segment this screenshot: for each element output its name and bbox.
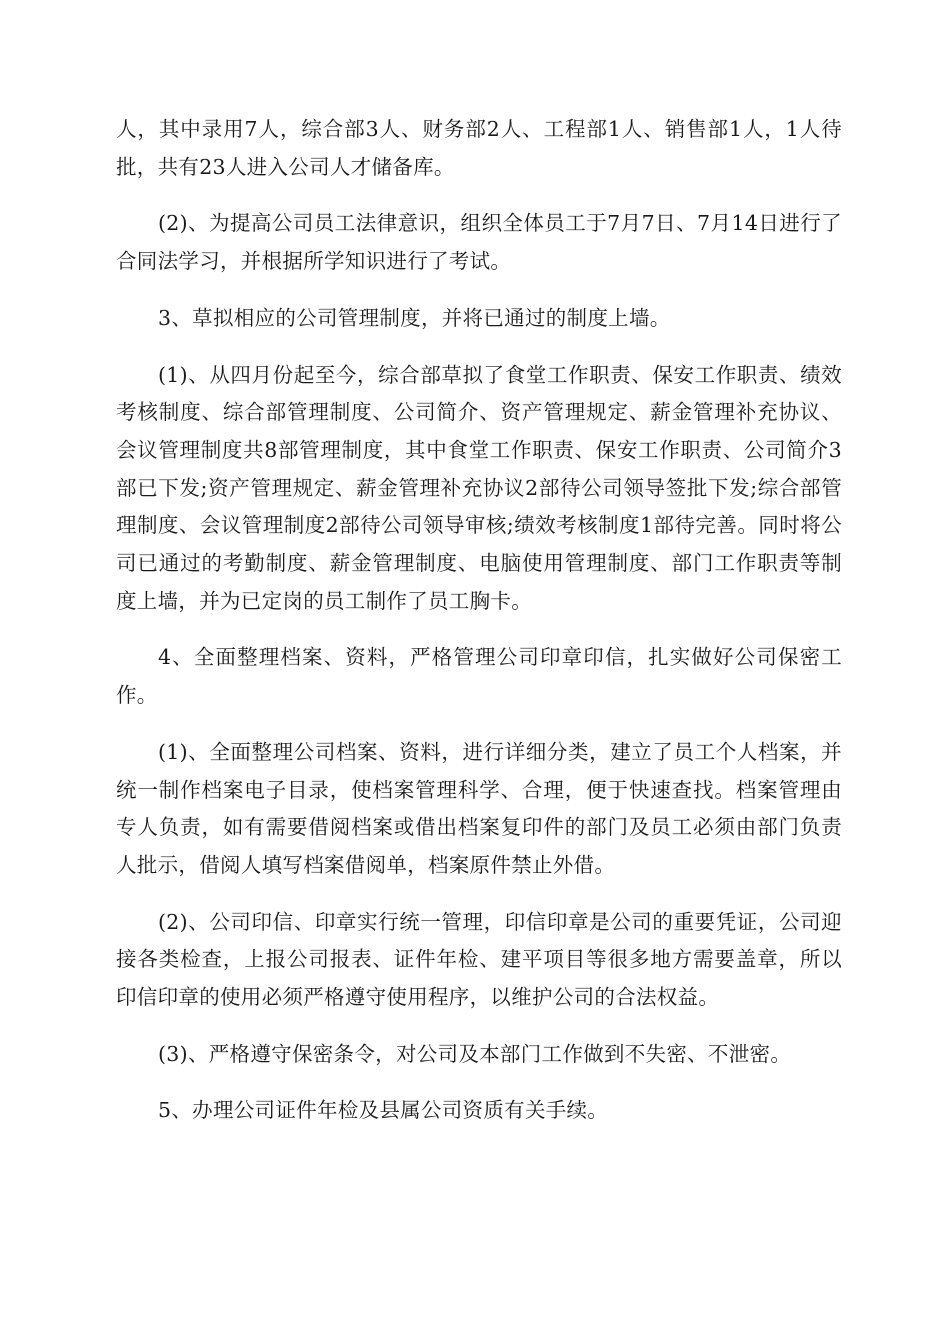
paragraph-management-rules: (1)、从四月份起至今，综合部草拟了食堂工作职责、保安工作职责、绩效考核制度、综合部管理制度、公司简介、资产管理规定、薪金管理补充协议、会议管理制度共8部管理制度，其中食堂工作职责、保安工作职责、公司简介3部已下发;资产管理规定、薪金管理补充协议2部待公司领导签批下发;综合部管理制度、会议管理制度2部待公司领导审核;绩效考核制度1部待完善。同时将公司已通过的考勤制度、薪金管理制度、电脑使用管理制度、部门工作职责等制度上墙，并为已定岗的员工制作了员工胸卡。	[116, 362, 842, 613]
paragraph-section-3-heading: 3、草拟相应的公司管理制度，并将已通过的制度上墙。	[158, 305, 671, 330]
paragraph-section-4-heading: 4、全面整理档案、资料，严格管理公司印章印信，扎实做好公司保密工作。	[116, 645, 842, 708]
paragraph-continuation: 人，其中录用7人，综合部3人、财务部2人、工程部1人、销售部1人，1人待批，共有23人进入公司人才储备库。	[116, 117, 842, 179]
paragraph-archives: (1)、全面整理公司档案、资料，进行详细分类，建立了员工个人档案，并统一制作档案电子目录，使档案管理科学、合理，便于快速查找。档案管理由专人负责，如有需要借阅档案或借出档案复印件的部门及员工必须由部门负责人批示，借阅人填写档案借阅单，档案原件禁止外借。	[116, 739, 842, 877]
document-body	[116, 111, 842, 1149]
paragraph-confidentiality: (3)、严格遵守保密条令，对公司及本部门工作做到不失密、不泄密。	[158, 1041, 792, 1066]
paragraph-seals: (2)、公司印信、印章实行统一管理，印信印章是公司的重要凭证，公司迎接各类检查，上报公司报表、证件年检、建平项目等很多地方需要盖章，所以印信印章的使用必须严格遵守使用程序，以维护公司的合法权益。	[116, 909, 842, 1010]
paragraph-section-5-heading: 5、办理公司证件年检及县属公司资质有关手续。	[158, 1098, 609, 1123]
paragraph-law-study: (2)、为提高公司员工法律意识，组织全体员工于7月7日、7月14日进行了合同法学习，并根据所学知识进行了考试。	[116, 211, 842, 274]
